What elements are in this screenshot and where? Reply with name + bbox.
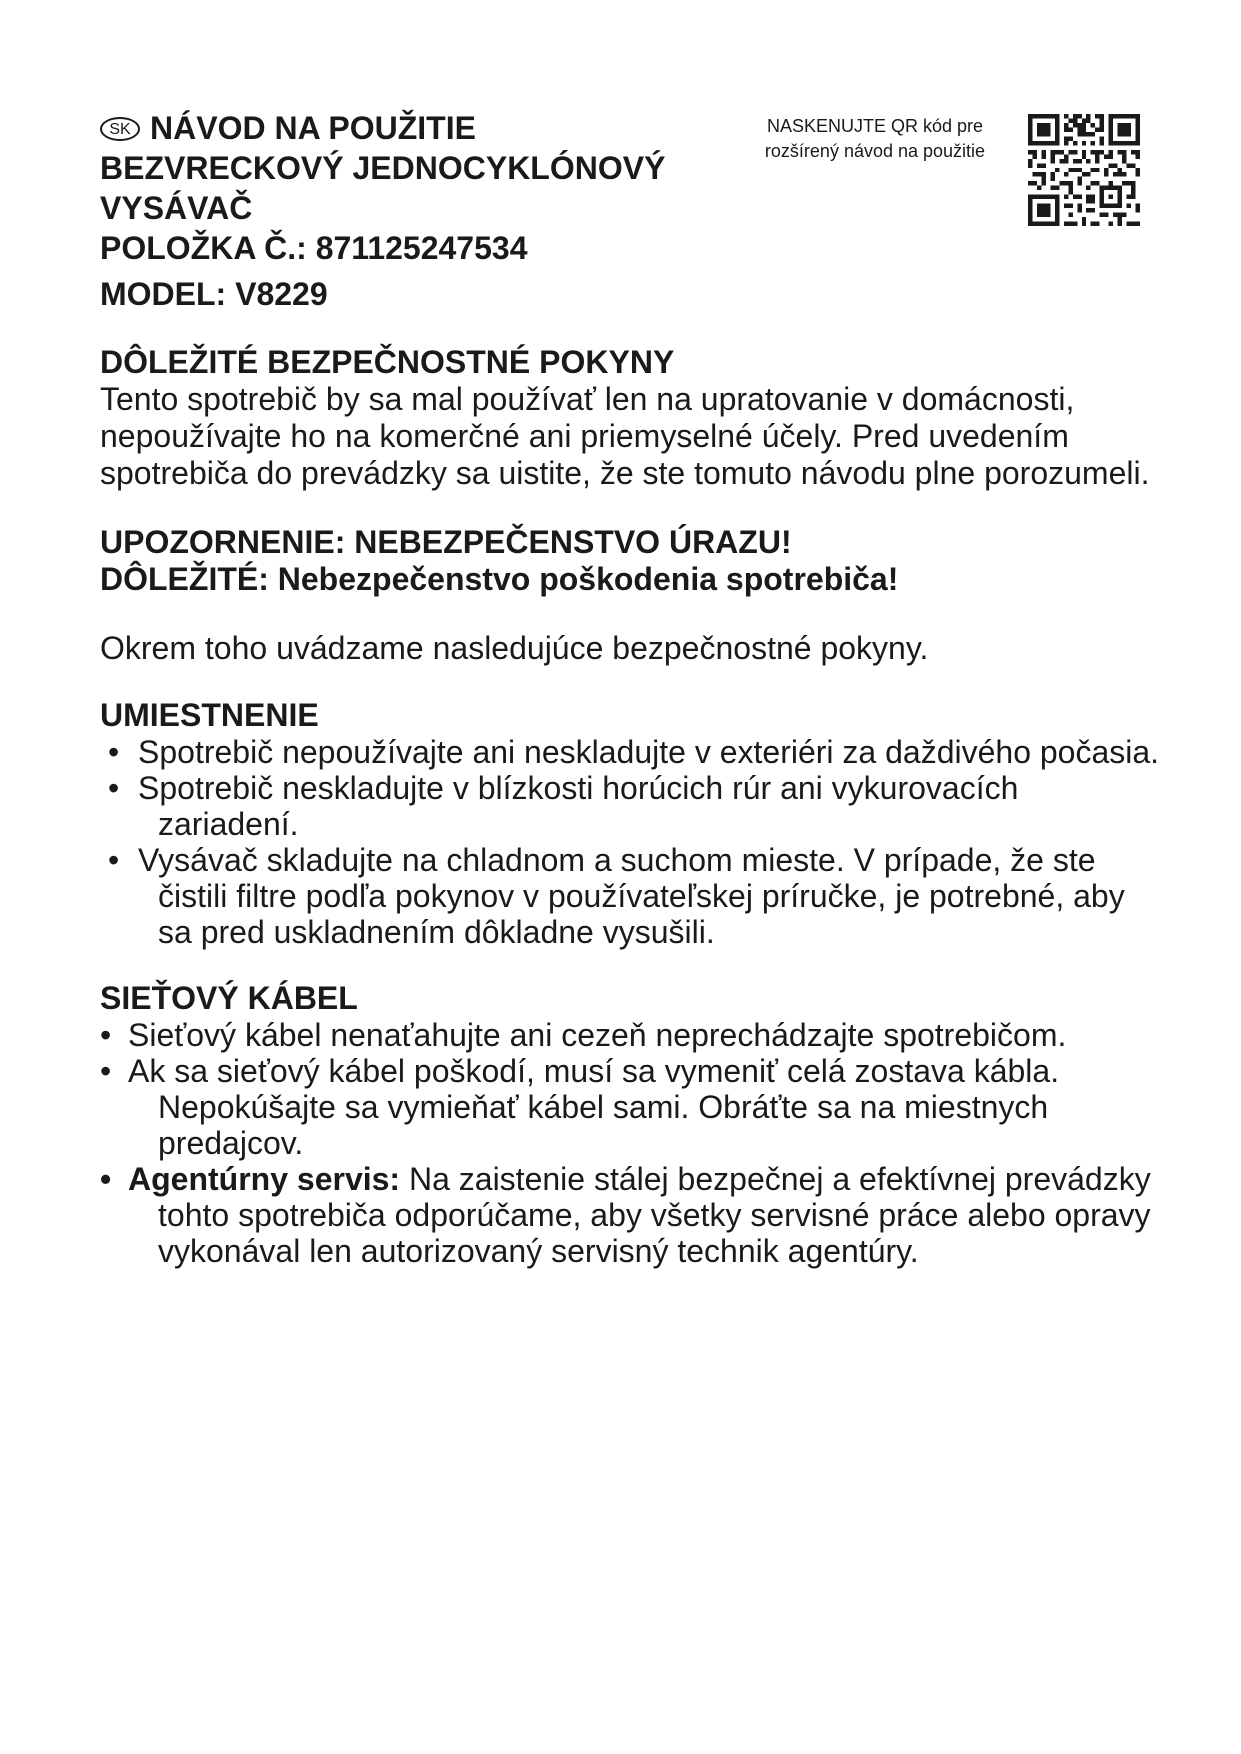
safety-text: Tento spotrebič by sa mal používať len na upratovanie v domácnosti, nepoužívajte ho na komerčné ani priemyselné účely. Pred uvedením spotrebiča do prevádzky sa uistite, že ste tomuto návodu plne porozumeli. [100, 381, 1150, 491]
placement-list [100, 734, 1160, 950]
manual-title [100, 108, 720, 148]
service-label: Agentúrny servis: [128, 1161, 401, 1197]
list-item: • Ak sa sieťový kábel poškodí, musí sa vymeniť celá zostava kábla. Nepokúšajte sa vymieňať kábel sami. Obráťte sa na miestnych predajcov. [100, 1053, 1160, 1161]
warnings-block [100, 524, 1160, 598]
list-item: • Sieťový kábel nenaťahujte ani cezeň neprechádzajte spotrebičom. [100, 1017, 1160, 1053]
warning-line: UPOZORNENIE: NEBEZPEČENSTVO ÚRAZU! [100, 524, 792, 560]
safety-section [100, 344, 1160, 492]
qr-instructions [740, 114, 1010, 164]
language-badge: SK [100, 117, 140, 141]
model-number: MODEL: V8229 [100, 276, 328, 312]
qr-code-icon[interactable] [1028, 114, 1140, 226]
cable-section [100, 980, 1160, 1269]
service-item [100, 1161, 1160, 1269]
intro-text: Okrem toho uvádzame nasledujúce bezpečnostné pokyny. [100, 630, 929, 666]
qr-note-line-2: rozšírený návod na použitie [764, 141, 986, 161]
important-line: DÔLEŽITÉ: Nebezpečenstvo poškodenia spotrebiča! [100, 561, 899, 597]
placement-section [100, 697, 1160, 950]
list-item: • Spotrebič nepoužívajte ani neskladujte v exteriéri za daždivého počasia. [100, 734, 1160, 770]
list-item: • Vysávač skladujte na chladnom a suchom mieste. V prípade, že ste čistili filtre podľa pokynov v používateľskej príručke, je potrebné, aby sa pred uskladnením dôkladne vysušili. [100, 842, 1160, 950]
item-number: POLOŽKA Č.: 871125247534 [100, 230, 528, 266]
cable-list [100, 1017, 1160, 1269]
service-text: Na zaistenie stálej bezpečnej a efektívnej prevádzky tohto spotrebiča odporúčame, aby všetky servisné práce alebo opravy vykonával len autorizovaný servisný technik agentúry. [158, 1161, 1151, 1269]
qr-note-line-1: NASKENUJTE QR kód pre [766, 116, 984, 136]
manual-title-text: NÁVOD NA POUŽITIE [150, 110, 476, 146]
cable-title: SIEŤOVÝ KÁBEL [100, 980, 358, 1016]
safety-title: DÔLEŽITÉ BEZPEČNOSTNÉ POKYNY [100, 344, 675, 380]
document-header [100, 108, 720, 314]
placement-title: UMIESTNENIE [100, 697, 319, 733]
product-name-line-1: BEZVRECKOVÝ JEDNOCYKLÓNOVÝ [100, 150, 666, 186]
product-name-line-2: VYSÁVAČ [100, 190, 253, 226]
list-item: • Spotrebič neskladujte v blízkosti horúcich rúr ani vykurovacích zariadení. [100, 770, 1160, 842]
manual-content [100, 344, 1160, 1269]
